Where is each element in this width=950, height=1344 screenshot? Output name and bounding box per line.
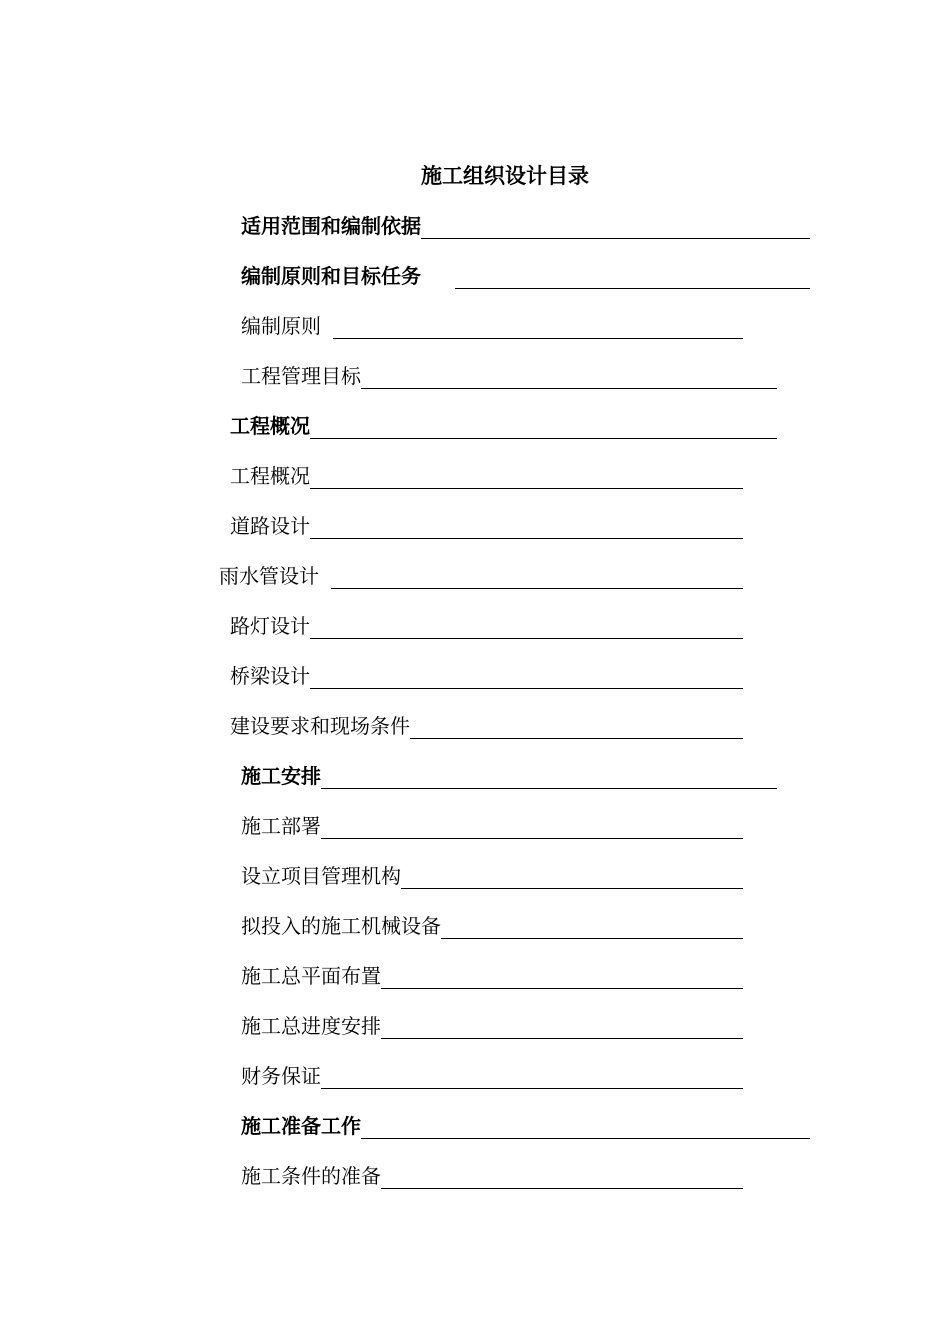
toc-entry-label: 财务保证: [241, 1064, 321, 1088]
toc-leader-line: [410, 738, 743, 739]
toc-entry-label: 建设要求和现场条件: [230, 714, 410, 738]
toc-entry-18: [241, 1060, 743, 1090]
toc-entry-1: [241, 210, 810, 240]
toc-entry-label: 工程管理目标: [241, 364, 361, 388]
toc-leader-line: [321, 1088, 743, 1089]
toc-entry-label: 施工总进度安排: [241, 1014, 381, 1038]
toc-entry-label: 道路设计: [230, 514, 310, 538]
toc-leader-line: [333, 338, 743, 339]
toc-leader-line: [381, 1188, 743, 1189]
toc-leader-line: [381, 988, 743, 989]
toc-leader-line: [421, 238, 810, 239]
toc-entry-label: 编制原则: [241, 314, 321, 338]
toc-entry-label: 设立项目管理机构: [241, 864, 401, 888]
toc-title: 施工组织设计目录: [421, 163, 589, 188]
toc-leader-line: [441, 938, 743, 939]
toc-leader-line: [381, 1038, 743, 1039]
toc-entry-label: 适用范围和编制依据: [241, 214, 421, 238]
toc-entry-label: 工程概况: [230, 414, 310, 438]
toc-entry-label: 施工总平面布置: [241, 964, 381, 988]
toc-entry-label: 施工条件的准备: [241, 1164, 381, 1188]
toc-entry-10: [230, 660, 743, 690]
toc-entry-14: [241, 860, 743, 890]
toc-entry-17: [241, 1010, 743, 1040]
toc-leader-line: [361, 388, 777, 389]
toc-entry-label: 路灯设计: [230, 614, 310, 638]
toc-entry-label: 施工安排: [241, 764, 321, 788]
toc-entry-label: 拟投入的施工机械设备: [241, 914, 441, 938]
toc-leader-line: [401, 888, 743, 889]
toc-entry-label: 施工准备工作: [241, 1114, 361, 1138]
toc-entry-15: [241, 910, 743, 940]
toc-entry-12: [241, 760, 777, 790]
toc-entry-16: [241, 960, 743, 990]
toc-entry-9: [230, 610, 743, 640]
toc-entry-11: [230, 710, 743, 740]
toc-entry-label: 桥梁设计: [230, 664, 310, 688]
toc-leader-line: [310, 688, 743, 689]
toc-leader-line: [310, 438, 777, 439]
toc-entry-4: [241, 360, 777, 390]
toc-leader-line: [361, 1138, 810, 1139]
toc-entry-19: [241, 1110, 810, 1140]
toc-leader-line: [321, 788, 777, 789]
toc-entry-8: [219, 560, 743, 590]
toc-entry-label: 施工部署: [241, 814, 321, 838]
toc-leader-line: [310, 638, 743, 639]
toc-entry-3: [241, 310, 743, 340]
toc-entry-6: [230, 460, 743, 490]
toc-leader-line: [321, 838, 743, 839]
toc-entry-20: [241, 1160, 743, 1190]
toc-entry-7: [230, 510, 743, 540]
toc-entry-label: 编制原则和目标任务: [241, 264, 421, 288]
toc-entry-2: [241, 260, 810, 290]
toc-leader-line: [455, 288, 810, 289]
toc-leader-line: [310, 488, 743, 489]
toc-entry-label: 工程概况: [230, 464, 310, 488]
toc-leader-line: [310, 538, 743, 539]
toc-entry-5: [230, 410, 777, 440]
toc-entry-13: [241, 810, 743, 840]
toc-leader-line: [331, 588, 743, 589]
toc-entry-label: 雨水管设计: [219, 564, 319, 588]
